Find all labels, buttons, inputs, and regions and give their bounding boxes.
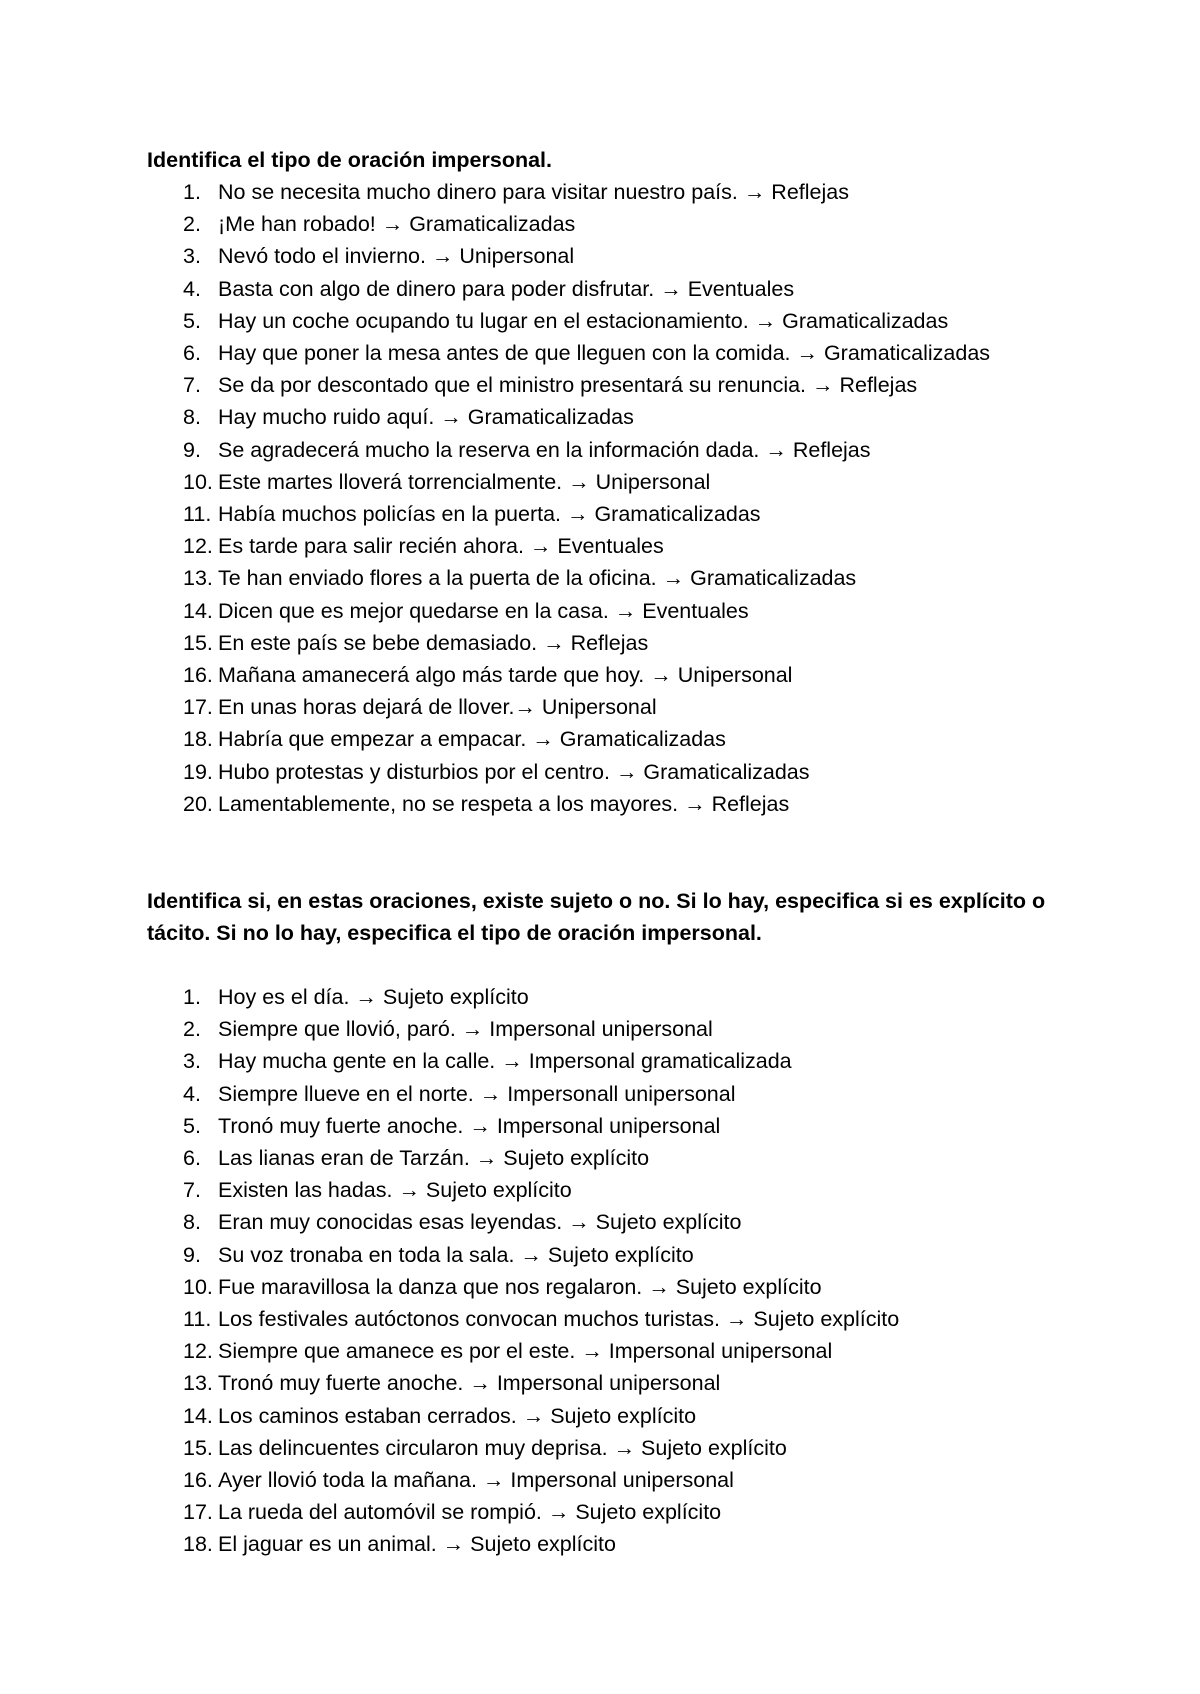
item-number: 13. xyxy=(183,566,213,591)
list-item xyxy=(147,208,1067,240)
list-item xyxy=(147,530,1067,562)
item-text: La rueda del automóvil se rompió. → Sujeto explícito xyxy=(218,1500,722,1525)
item-number: 1. xyxy=(183,180,201,204)
list-item xyxy=(147,1367,1067,1399)
item-number: 18. xyxy=(183,727,213,752)
list-item xyxy=(147,562,1067,594)
item-number: 19. xyxy=(183,759,213,784)
list-item xyxy=(147,1464,1067,1496)
item-number: 12. xyxy=(183,1339,213,1364)
list-item xyxy=(147,273,1067,305)
item-text: Dicen que es mejor quedarse en la casa. → Eventuales xyxy=(218,598,749,623)
item-number: 6. xyxy=(183,1146,201,1171)
list-item xyxy=(147,1206,1067,1238)
list-item xyxy=(147,1078,1067,1110)
item-number: 8. xyxy=(183,405,201,430)
item-text: Es tarde para salir recién ahora. → Eventuales xyxy=(218,534,664,559)
item-text: No se necesita mucho dinero para visitar nuestro país. → Reflejas xyxy=(218,180,849,204)
list-item xyxy=(147,434,1067,466)
item-number: 16. xyxy=(183,663,213,688)
section-2-list xyxy=(147,981,1067,1561)
list-item xyxy=(147,981,1067,1013)
item-text: Siempre que llovió, paró. → Impersonal unipersonal xyxy=(218,1017,713,1042)
item-text: ¡Me han robado! → Gramaticalizadas xyxy=(218,212,576,237)
item-number: 7. xyxy=(183,373,201,398)
item-number: 18. xyxy=(183,1532,213,1557)
list-item xyxy=(147,305,1067,337)
item-text: Se agradecerá mucho la reserva en la información dada. → Reflejas xyxy=(218,437,871,462)
item-number: 3. xyxy=(183,244,201,269)
list-item xyxy=(147,1174,1067,1206)
item-text: Eran muy conocidas esas leyendas. → Sujeto explícito xyxy=(218,1210,742,1235)
item-number: 4. xyxy=(183,1081,201,1106)
item-number: 6. xyxy=(183,341,201,366)
item-number: 14. xyxy=(183,1403,213,1428)
item-text: Nevó todo el invierno. → Unipersonal xyxy=(218,244,575,269)
item-number: 12. xyxy=(183,534,213,559)
item-number: 10. xyxy=(183,1274,213,1299)
item-number: 10. xyxy=(183,469,213,494)
item-text: Los caminos estaban cerrados. → Sujeto explícito xyxy=(218,1403,697,1428)
item-number: 5. xyxy=(183,308,201,333)
item-number: 2. xyxy=(183,212,201,237)
item-number: 15. xyxy=(183,630,213,655)
item-number: 16. xyxy=(183,1468,213,1493)
item-text: Te han enviado flores a la puerta de la oficina. → Gramaticalizadas xyxy=(218,566,857,591)
item-text: Siempre que amanece es por el este. → Impersonal unipersonal xyxy=(218,1339,833,1364)
list-item xyxy=(147,466,1067,498)
item-text: Las lianas eran de Tarzán. → Sujeto explícito xyxy=(218,1146,650,1171)
item-text: Hubo protestas y disturbios por el centro. → Gramaticalizadas xyxy=(218,759,810,784)
item-number: 17. xyxy=(183,695,213,720)
item-number: 17. xyxy=(183,1500,213,1525)
section-1-list xyxy=(147,176,1067,820)
item-text: Lamentablemente, no se respeta a los mayores. → Reflejas xyxy=(218,791,790,816)
list-item xyxy=(147,595,1067,627)
section-2-title: Identifica si, en estas oraciones, existe sujeto o no. Si lo hay, especifica si es explícito o tácito. Si no lo hay, especifica el tipo de oración impersonal. xyxy=(147,889,1046,946)
item-text: Basta con algo de dinero para poder disfrutar. → Eventuales xyxy=(218,276,795,301)
list-item xyxy=(147,1303,1067,1335)
item-number: 7. xyxy=(183,1178,201,1203)
item-text: En unas horas dejará de llover.→ Unipersonal xyxy=(218,695,657,720)
item-text: Hay mucha gente en la calle. → Impersonal gramaticalizada xyxy=(218,1049,792,1074)
list-item xyxy=(147,1239,1067,1271)
section-1-title: Identifica el tipo de oración impersonal. xyxy=(147,148,552,172)
item-text: Fue maravillosa la danza que nos regalaron. → Sujeto explícito xyxy=(218,1274,822,1299)
item-text: Tronó muy fuerte anoche. → Impersonal unipersonal xyxy=(218,1371,721,1396)
item-text: Hay un coche ocupando tu lugar en el estacionamiento. → Gramaticalizadas xyxy=(218,308,949,333)
list-item xyxy=(147,176,1067,208)
list-item xyxy=(147,498,1067,530)
list-item xyxy=(147,369,1067,401)
item-number: 9. xyxy=(183,437,201,462)
item-number: 9. xyxy=(183,1242,201,1267)
list-item xyxy=(147,1013,1067,1045)
item-text: Las delincuentes circularon muy deprisa. → Sujeto explícito xyxy=(218,1435,787,1460)
item-text: Siempre llueve en el norte. → Impersonall unipersonal xyxy=(218,1081,736,1106)
list-item xyxy=(147,788,1067,820)
list-item xyxy=(147,1110,1067,1142)
item-text: Hay mucho ruido aquí. → Gramaticalizadas xyxy=(218,405,634,430)
item-text: Este martes lloverá torrencialmente. → Unipersonal xyxy=(218,469,711,494)
item-number: 1. xyxy=(183,985,201,1009)
list-item xyxy=(147,1142,1067,1174)
list-item xyxy=(147,1528,1067,1560)
item-text: El jaguar es un animal. → Sujeto explícito xyxy=(218,1532,616,1557)
item-number: 11. xyxy=(183,1307,212,1332)
list-item xyxy=(147,723,1067,755)
list-item xyxy=(147,1271,1067,1303)
item-number: 13. xyxy=(183,1371,213,1396)
item-text: Los festivales autóctonos convocan muchos turistas. → Sujeto explícito xyxy=(218,1307,900,1332)
list-item xyxy=(147,1496,1067,1528)
list-item xyxy=(147,240,1067,272)
list-item xyxy=(147,659,1067,691)
item-text: Mañana amanecerá algo más tarde que hoy. → Unipersonal xyxy=(218,663,793,688)
item-text: Habría que empezar a empacar. → Gramaticalizadas xyxy=(218,727,726,752)
item-text: Su voz tronaba en toda la sala. → Sujeto explícito xyxy=(218,1242,694,1267)
list-item xyxy=(147,337,1067,369)
list-item xyxy=(147,1400,1067,1432)
item-number: 15. xyxy=(183,1435,213,1460)
list-item xyxy=(147,401,1067,433)
item-text: Se da por descontado que el ministro presentará su renuncia. → Reflejas xyxy=(218,373,918,398)
list-item xyxy=(147,691,1067,723)
item-number: 20. xyxy=(183,791,213,816)
item-text: Hay que poner la mesa antes de que lleguen con la comida. → Gramaticalizadas xyxy=(218,341,991,366)
item-number: 14. xyxy=(183,598,213,623)
item-text: Tronó muy fuerte anoche. → Impersonal unipersonal xyxy=(218,1113,721,1138)
item-number: 3. xyxy=(183,1049,201,1074)
list-item xyxy=(147,1335,1067,1367)
list-item xyxy=(147,627,1067,659)
item-text: En este país se bebe demasiado. → Reflejas xyxy=(218,630,649,655)
item-number: 4. xyxy=(183,276,201,301)
item-text: Existen las hadas. → Sujeto explícito xyxy=(218,1178,572,1203)
item-number: 2. xyxy=(183,1017,201,1042)
list-item xyxy=(147,1045,1067,1077)
item-text: Ayer llovió toda la mañana. → Impersonal unipersonal xyxy=(218,1468,734,1493)
item-text: Hoy es el día. → Sujeto explícito xyxy=(218,985,529,1009)
item-number: 5. xyxy=(183,1113,201,1138)
list-item xyxy=(147,1432,1067,1464)
item-number: 8. xyxy=(183,1210,201,1235)
item-text: Había muchos policías en la puerta. → Gramaticalizadas xyxy=(218,502,761,527)
item-number: 11. xyxy=(183,502,212,527)
list-item xyxy=(147,756,1067,788)
